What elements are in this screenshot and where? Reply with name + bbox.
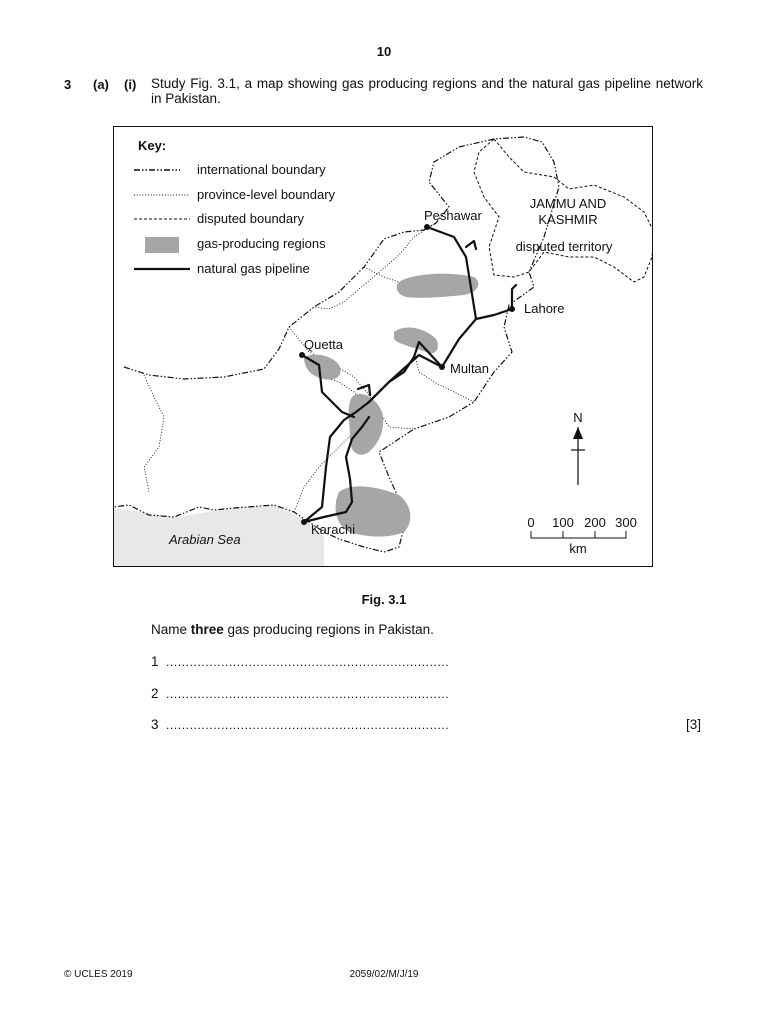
map-figure bbox=[113, 126, 653, 567]
scale-tick-300: 300 bbox=[615, 515, 637, 530]
answer-dots: ........................................................................ bbox=[166, 718, 450, 732]
key-label-pipeline: natural gas pipeline bbox=[197, 261, 310, 276]
scale-tick-200: 200 bbox=[584, 515, 606, 530]
scale-unit: km bbox=[569, 541, 587, 556]
key-symbol-gas-region bbox=[145, 237, 179, 253]
instruction-post: gas producing regions in Pakistan. bbox=[223, 622, 434, 637]
pipeline-lahore-multan bbox=[442, 319, 476, 367]
page-number: 10 bbox=[376, 44, 392, 59]
question-text: Study Fig. 3.1, a map showing gas producing regions and the natural gas pipeline network in Pakistan. bbox=[151, 76, 703, 106]
question-number: 3 bbox=[64, 77, 72, 92]
figure-caption: Fig. 3.1 bbox=[361, 592, 407, 607]
karachi-marker bbox=[301, 519, 307, 525]
disputed-label-line1: JAMMU AND bbox=[529, 196, 607, 211]
gas-region-potwar bbox=[397, 274, 479, 298]
disputed-label-line3: disputed territory bbox=[515, 239, 613, 254]
scale-bar bbox=[527, 515, 636, 556]
answer-number: 3 bbox=[151, 717, 159, 732]
city-label-multan: Multan bbox=[450, 361, 490, 376]
pipeline-lahore-branch bbox=[476, 309, 512, 319]
city-label-quetta: Quetta bbox=[304, 337, 344, 352]
gas-producing-regions bbox=[304, 274, 478, 537]
answer-number: 1 bbox=[151, 654, 159, 669]
key-label-province-boundary: province-level boundary bbox=[197, 187, 336, 202]
question-subpart: (i) bbox=[124, 77, 137, 92]
question-part: (a) bbox=[93, 77, 109, 92]
scale-tick-100: 100 bbox=[552, 515, 574, 530]
scale-tick-0: 0 bbox=[527, 515, 535, 530]
multan-marker bbox=[439, 364, 445, 370]
key-title: Key: bbox=[138, 138, 167, 153]
pipeline-peshawar-spur bbox=[466, 241, 476, 249]
pipeline-sui-spur bbox=[358, 385, 370, 395]
answer-line-1[interactable] bbox=[151, 654, 449, 669]
answer-line-3[interactable] bbox=[151, 717, 449, 732]
answer-dots: ........................................................................ bbox=[166, 687, 450, 701]
peshawar-marker bbox=[424, 224, 430, 230]
pakistan-map bbox=[114, 127, 653, 567]
pipeline-peshawar-lahore bbox=[427, 227, 476, 319]
city-label-lahore: Lahore bbox=[524, 301, 565, 316]
answer-number: 2 bbox=[151, 686, 159, 701]
sea-label: Arabian Sea bbox=[169, 532, 241, 547]
city-label-peshawar: Peshawar bbox=[424, 208, 482, 223]
marks-allocation: [3] bbox=[686, 717, 702, 732]
footer-code: 2059/02/M/J/19 bbox=[349, 969, 419, 980]
map-key bbox=[134, 138, 336, 276]
north-arrow-icon bbox=[571, 410, 585, 485]
instruction-bold: three bbox=[190, 622, 224, 637]
key-label-international-boundary: international boundary bbox=[197, 162, 326, 177]
lahore-marker bbox=[509, 306, 515, 312]
key-label-gas-region: gas-producing regions bbox=[197, 236, 326, 251]
instruction-text bbox=[151, 622, 434, 637]
answer-line-2[interactable] bbox=[151, 686, 449, 701]
quetta-marker bbox=[299, 352, 305, 358]
pipeline-lahore-spur bbox=[512, 285, 516, 309]
key-label-disputed-boundary: disputed boundary bbox=[197, 211, 304, 226]
instruction-pre: Name bbox=[151, 622, 191, 637]
north-label: N bbox=[573, 410, 583, 425]
footer-copyright: © UCLES 2019 bbox=[64, 969, 133, 980]
answer-dots: ........................................................................ bbox=[166, 655, 450, 669]
city-label-karachi: Karachi bbox=[311, 522, 356, 537]
disputed-label-line2: KASHMIR bbox=[538, 212, 598, 227]
